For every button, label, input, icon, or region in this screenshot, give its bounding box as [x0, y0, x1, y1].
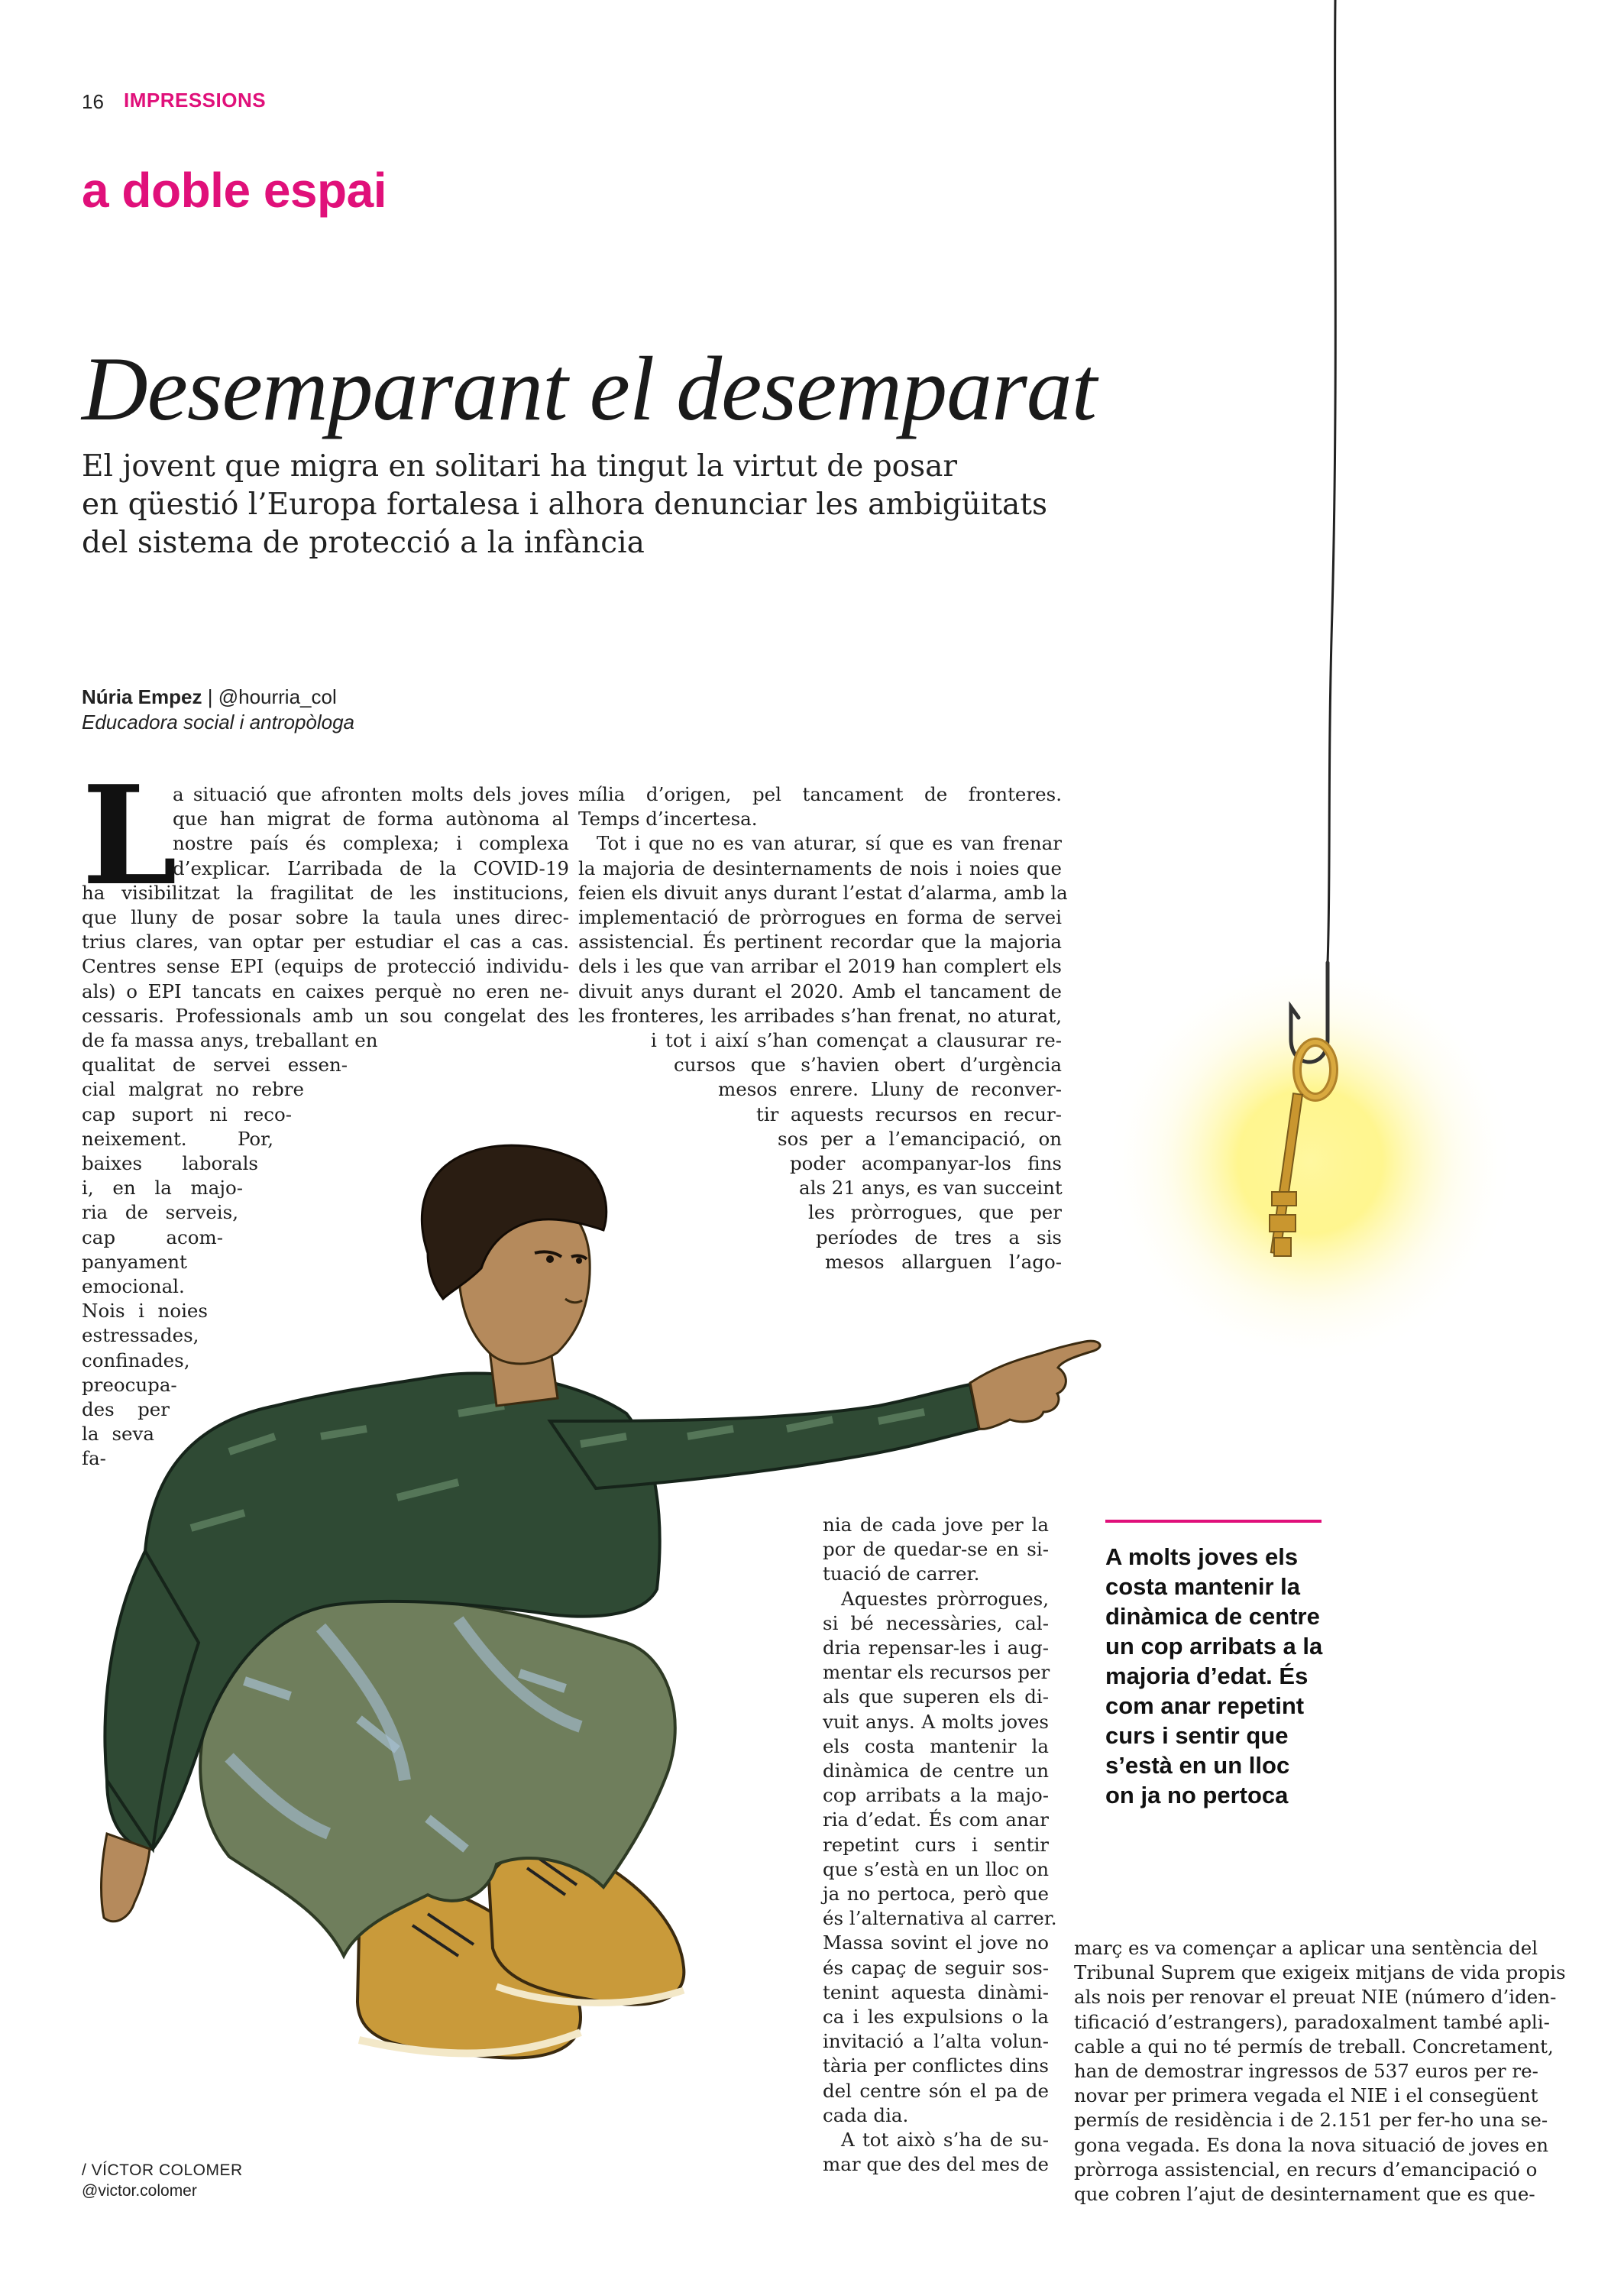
text-line: les fronteres, les arribades s’han frenat, no aturat, [578, 1004, 1062, 1027]
drop-cap: L [82, 756, 178, 915]
pullquote-line: un cop arribats a la [1105, 1633, 1323, 1659]
pullquote-line: A molts joves els [1105, 1543, 1299, 1570]
text-line: poder acompanyar-los fins [790, 1152, 1062, 1174]
text-line: trius clares, van optar per estudiar el cas a cas. [82, 931, 569, 954]
text-line: mar que des del mes de [823, 2153, 1049, 2176]
text-line: emocional. [82, 1275, 185, 1297]
text-line: als) o EPI tancats en caixes perquè no eren ne- [82, 979, 569, 1002]
text-line: és l’alternativa al carrer. [823, 1907, 1057, 1930]
text-line: d’explicar. L’arribada de la COVID-19 [173, 856, 569, 879]
text-line: mesos allarguen l’ago- [825, 1250, 1062, 1273]
text-line: implementació de pròrrogues en forma de servei [578, 906, 1062, 928]
light-glow [1104, 955, 1516, 1368]
text-line: Tot i que no es van aturar, sí que es van frenar [597, 832, 1062, 855]
text-line: gona vegada. Es dona la nova situació de joves en [1074, 2133, 1548, 2156]
text-line: permís de residència i de 2.151 per fer-ho una se- [1074, 2109, 1548, 2132]
text-line: tenint aquesta dinàmi- [823, 1980, 1049, 2003]
text-line: por de quedar-se en si- [823, 1538, 1049, 1561]
text-line: que s’està en un lloc on [823, 1857, 1049, 1880]
text-line: sos per a l’emancipació, on [778, 1127, 1062, 1150]
pullquote-line: costa mantenir la [1105, 1573, 1300, 1600]
pullquote-line: curs i sentir que [1105, 1722, 1289, 1749]
text-line: confinades, [82, 1349, 190, 1371]
text-line: cada dia. [823, 2103, 909, 2126]
text-line: mentar els recursos per [823, 1661, 1050, 1684]
pullquote-line: dinàmica de centre [1105, 1603, 1320, 1630]
text-line: tir aquests recursos en recur- [756, 1103, 1062, 1125]
text-line: han de demostrar ingressos de 537 euros per re- [1074, 2060, 1538, 2082]
text-line: tuació de carrer. [823, 1562, 980, 1585]
text-line: nostre país és complexa; i complexa [173, 832, 569, 855]
text-line: ca i les expulsions o la [823, 2006, 1049, 2028]
text-line: març es va començar a aplicar una sentència del [1074, 1937, 1538, 1959]
text-line: Tribunal Suprem que exigeix mitjans de vida propis [1074, 1961, 1566, 1984]
text-line: de fa massa anys, treballant en [82, 1029, 378, 1051]
page-number: 16 [82, 90, 104, 113]
illustration-credit-handle: @victor.colomer [82, 2182, 197, 2200]
text-line: invitació a l’alta volun- [823, 2030, 1049, 2053]
text-line: neixement. Por, [82, 1127, 273, 1150]
text-line: és capaç de seguir sos- [823, 1956, 1049, 1979]
pullquote-line: majoria d’edat. És [1105, 1663, 1309, 1689]
hanging-hand [102, 1834, 150, 1922]
text-line: Nois i noies [82, 1300, 208, 1323]
pullquote-line: com anar repetint [1105, 1692, 1305, 1719]
text-line: la majoria de desinternaments de nois i noies que [578, 856, 1062, 879]
text-line: preocupa- [82, 1373, 177, 1396]
text-line: ha visibilitzat la fragilitat de les institucions, [82, 881, 569, 904]
text-line: als 21 anys, es van succeint [799, 1177, 1063, 1200]
text-line: períodes de tres a sis [816, 1226, 1062, 1248]
text-line: a situació que afronten molts dels joves [173, 783, 569, 805]
text-line: dria repensar-les i aug- [823, 1637, 1049, 1659]
section-kicker: a doble espai [82, 163, 387, 218]
fishing-line [1328, 0, 1335, 963]
section-label: IMPRESSIONS [124, 89, 267, 112]
text-line: pròrroga assistencial, en recurs d’emancipació o [1074, 2158, 1538, 2181]
text-line: vuit anys. A molts joves [823, 1710, 1049, 1733]
pullquote-line: on ja no pertoca [1105, 1782, 1289, 1808]
text-line: cable a qui no té permís de treball. Concretament, [1074, 2035, 1554, 2058]
article-title: Desemparant el desemparat [82, 338, 1097, 439]
text-line: cial malgrat no rebre [82, 1078, 304, 1101]
text-line: divuit anys durant el 2020. Amb el tancament de [578, 979, 1062, 1002]
text-line: les pròrrogues, que per [808, 1201, 1062, 1224]
text-line: cap suport ni reco- [82, 1103, 292, 1125]
pullquote [1105, 1542, 1334, 1810]
text-line: als nois per renovar el preuat NIE (número d’iden- [1074, 1986, 1557, 2009]
text-line: ria d’edat. És com anar [823, 1808, 1049, 1831]
text-line: els costa mantenir la [823, 1734, 1049, 1757]
text-line: la seva [82, 1423, 154, 1446]
text-line: mília d’origen, pel tancament de fronteres. [578, 783, 1062, 805]
text-line: des per [82, 1398, 170, 1420]
text-line: assistencial. És pertinent recordar que la majoria [578, 931, 1062, 954]
text-line: A tot això s’ha de su- [841, 2129, 1049, 2151]
text-line: dinàmica de centre un [823, 1760, 1049, 1782]
text-line: baixes laborals [82, 1152, 258, 1174]
text-line: feien els divuit anys durant l’estat d’alarma, amb la [578, 881, 1068, 904]
text-line: fa- [82, 1447, 106, 1470]
text-line: ja no pertoca, però que [823, 1883, 1049, 1905]
pointing-hand [970, 1341, 1100, 1429]
text-line: nia de cada jove per la [823, 1514, 1049, 1536]
pullquote-line: s’està en un lloc [1105, 1752, 1290, 1779]
text-line: ria de serveis, [82, 1201, 238, 1224]
author-role: Educadora social i antropòloga [82, 711, 355, 733]
text-line: novar per primera vegada el NIE i el consegüent [1074, 2084, 1538, 2107]
text-line: cursos que s’havien obert d’urgència [674, 1054, 1062, 1077]
text-line: Massa sovint el jove no [823, 1931, 1049, 1954]
text-line: tària per conflictes dins [823, 2054, 1049, 2077]
text-line: qualitat de servei essen- [82, 1054, 348, 1077]
text-line: als que superen els di- [823, 1685, 1049, 1708]
text-line: del centre són el pa de [823, 2079, 1049, 2102]
pullquote-rule [1105, 1520, 1322, 1523]
text-line: cessaris. Professionals amb un sou congelat des [82, 1004, 569, 1027]
text-line: repetint curs i sentir [823, 1833, 1049, 1856]
text-line: que lluny de posar sobre la taula unes direc- [82, 906, 569, 928]
text-line: cap acom- [82, 1226, 223, 1248]
text-line: que cobren l’ajut de desinternament que es que- [1074, 2183, 1535, 2205]
text-line: i, en la majo- [82, 1177, 243, 1200]
text-line: que han migrat de forma autònoma al [173, 808, 569, 831]
text-line: panyament [82, 1250, 187, 1273]
text-line: i tot i així s’han començat a clausurar re- [651, 1029, 1062, 1051]
text-line: si bé necessàries, cal- [823, 1611, 1049, 1634]
text-line: Aquestes pròrrogues, [841, 1587, 1049, 1610]
text-line: Temps d’incertesa. [578, 808, 758, 831]
subtitle-line: El jovent que migra en solitari ha tingut la virtut de posar [82, 449, 958, 484]
subtitle-line: en qüestió l’Europa fortalesa i alhora denunciar les ambigüitats [82, 487, 1047, 522]
author-handle: | @hourria_col [207, 685, 337, 708]
text-line: tificació d’estrangers), paradoxalment també apli- [1074, 2010, 1550, 2033]
text-line: dels i les que van arribar el 2019 han complert els [578, 955, 1062, 978]
text-line: estressades, [82, 1324, 199, 1347]
author-name: Núria Empez [82, 685, 202, 708]
illustration-credit: / VÍCTOR COLOMER [82, 2161, 243, 2179]
text-line: Centres sense EPI (equips de protecció individu- [82, 955, 569, 978]
text-line: mesos enrere. Lluny de reconver- [718, 1078, 1062, 1101]
text-line: cop arribats a la majo- [823, 1784, 1049, 1807]
subtitle-line: del sistema de protecció a la infància [82, 526, 645, 560]
